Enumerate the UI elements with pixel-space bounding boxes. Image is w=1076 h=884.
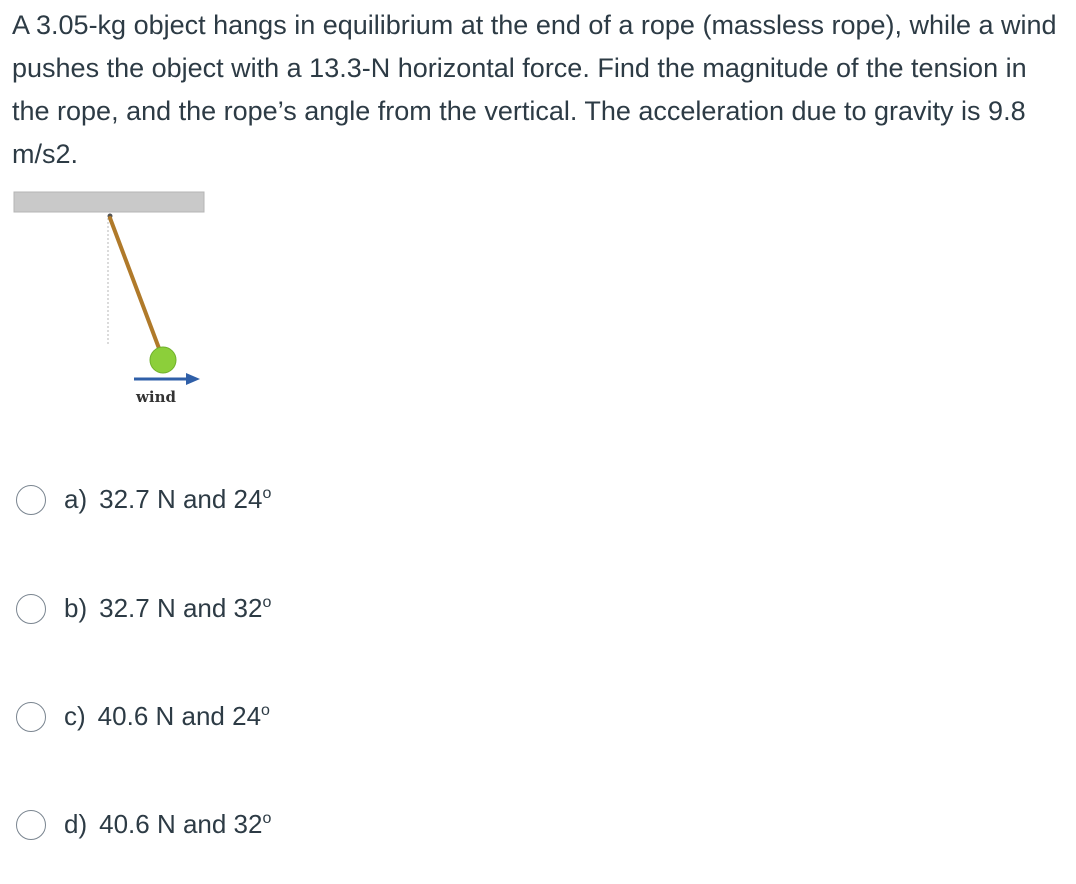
- ceiling-bar: [14, 192, 204, 212]
- option-c-degree: o: [261, 702, 270, 719]
- option-b-text: [99, 593, 271, 624]
- pendulum-figure: [12, 188, 212, 418]
- option-c-value: 40.6 N and 24: [97, 701, 262, 731]
- hanging-ball: [150, 347, 176, 373]
- wind-arrow-head: [186, 373, 200, 385]
- option-a-degree: o: [262, 485, 272, 502]
- option-c-letter: c): [64, 701, 86, 731]
- option-d-text: [99, 809, 271, 840]
- wind-label: wind: [136, 388, 177, 406]
- option-c-radio[interactable]: [16, 702, 46, 732]
- option-a-radio[interactable]: [16, 485, 46, 515]
- rope: [110, 218, 160, 351]
- option-b[interactable]: [16, 593, 271, 624]
- option-b-degree: o: [262, 594, 272, 611]
- pendulum-diagram: [12, 188, 212, 418]
- option-b-radio[interactable]: [16, 594, 46, 624]
- option-b-letter: b): [64, 593, 88, 623]
- option-b-value: 32.7 N and 32: [99, 593, 263, 623]
- option-d[interactable]: [16, 809, 271, 840]
- option-d-letter: d): [64, 809, 88, 839]
- option-a[interactable]: [16, 484, 271, 515]
- option-d-degree: o: [262, 810, 272, 827]
- question-text: A 3.05-kg object hangs in equilibrium at the end of a rope (massless rope), while a wind pushes the object with a 13.3-N horizontal force. Find the magnitude of the tension in the rope, and the rope’s angle from the vertical. The acceleration due to gravity is 9.8 m/s2.: [12, 10, 1057, 169]
- option-c-text: [98, 701, 270, 732]
- option-a-value: 32.7 N and 24: [99, 484, 263, 514]
- option-a-letter: a): [64, 484, 88, 514]
- option-d-value: 40.6 N and 32: [99, 809, 263, 839]
- option-a-text: [99, 484, 271, 515]
- option-c[interactable]: [16, 701, 270, 732]
- option-d-radio[interactable]: [16, 810, 46, 840]
